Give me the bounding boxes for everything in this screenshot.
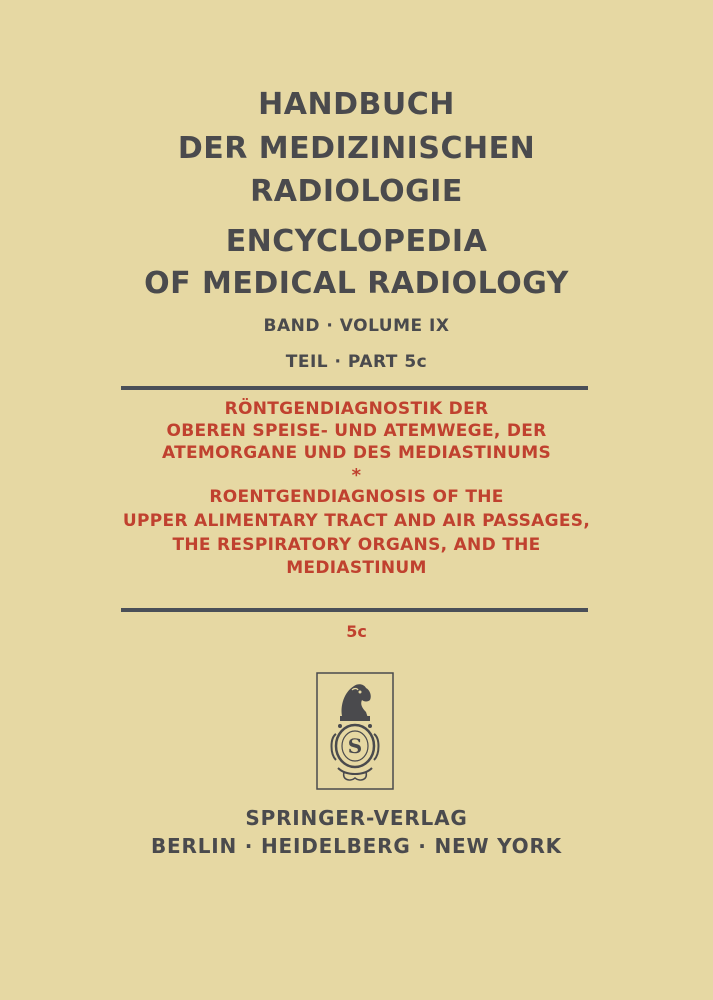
springer-knight-emblem-icon [316,672,394,790]
subject-title-line: OBEREN SPEISE- UND ATEMWEGE, DER [166,421,547,441]
publisher-cities: BERLIN · HEIDELBERG · NEW YORK [151,834,562,858]
subject-title-line: MEDIASTINUM [286,558,427,578]
series-title-line: DER MEDIZINISCHEN [177,131,536,166]
volume-label: BAND · VOLUME IX [263,316,450,336]
subject-title [0,401,713,582]
top-divider [121,386,588,390]
series-title-line: HANDBUCH [258,87,455,122]
publisher-name: SPRINGER-VERLAG [245,806,468,830]
subject-separator: * [351,465,362,486]
part-code: 5c [346,622,367,641]
subject-title-line: RÖNTGENDIAGNOSTIK DER [224,399,489,419]
subject-title-line: ATEMORGANE UND DES MEDIASTINUMS [161,443,552,463]
bottom-divider [121,608,588,612]
subject-title-line: ROENTGENDIAGNOSIS OF THE [209,487,504,507]
part-label: TEIL · PART 5c [285,352,428,372]
series-title [0,87,713,309]
series-title-line: OF MEDICAL RADIOLOGY [144,266,569,301]
subject-title-line: THE RESPIRATORY ORGANS, AND THE [172,535,541,555]
subject-title-line: UPPER ALIMENTARY TRACT AND AIR PASSAGES, [122,511,591,531]
series-title-line: RADIOLOGIE [250,174,463,209]
svg-text:S: S [347,734,363,758]
series-title-line: ENCYCLOPEDIA [225,224,488,259]
